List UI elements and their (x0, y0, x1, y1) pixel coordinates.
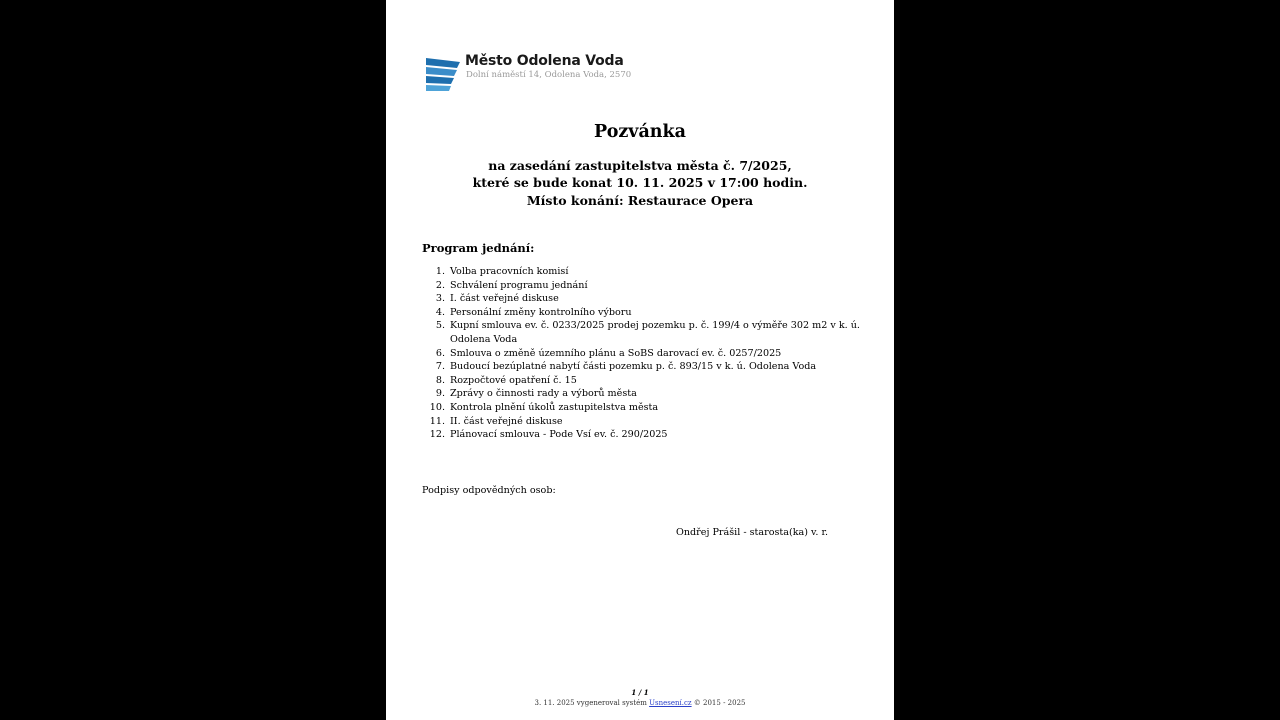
agenda-item (422, 279, 862, 293)
agenda-item-text: Kupní smlouva ev. č. 0233/2025 prodej pozemku p. č. 199/4 o výměře 302 m2 v k. ú. Odolena Voda (450, 320, 860, 345)
agenda-item (422, 347, 862, 361)
agenda-item-text: Budoucí bezúplatné nabytí části pozemku p. č. 893/15 v k. ú. Odolena Voda (450, 361, 817, 373)
agenda-item-number: 2. (435, 279, 445, 291)
agenda-item (422, 374, 862, 388)
agenda-item (422, 306, 862, 320)
agenda-item-text: Smlouva o změně územního plánu a SoBS darovací ev. č. 0257/2025 (450, 347, 782, 359)
agenda-item-text: Rozpočtové opatření č. 15 (450, 374, 577, 386)
agenda-item (422, 387, 862, 401)
agenda-item (422, 292, 862, 306)
agenda-item-number: 11. (429, 415, 445, 427)
agenda-item-text: II. část veřejné diskuse (450, 415, 563, 427)
footer (386, 699, 894, 707)
agenda-item-text: Volba pracovních komisí (450, 266, 569, 277)
invitation-meeting-line: na zasedání zastupitelstva města č. 7/2025, (488, 158, 792, 173)
signer-name: Ondřej Prášil - starosta(ka) v. r. (676, 527, 829, 538)
agenda-item (422, 415, 862, 429)
page-number: 1 / 1 (631, 688, 649, 697)
program-heading: Program jednání: (422, 241, 535, 255)
agenda-item-text: I. část veřejné diskuse (450, 293, 559, 305)
agenda-item-number: 8. (435, 374, 445, 386)
agenda-item-number: 1. (435, 266, 445, 277)
invitation-venue-line: Místo konání: Restaurace Opera (526, 193, 754, 208)
agenda-item-text: Kontrola plnění úkolů zastupitelstva města (450, 401, 659, 413)
agenda-item-text: Personální změny kontrolního výboru (450, 306, 632, 318)
org-address: Dolní náměstí 14, Odolena Voda, 2570 (466, 70, 632, 80)
invitation-date-line: které se bude konat 10. 11. 2025 v 17:00 hodin. (472, 175, 808, 190)
invitation-title: Pozvánka (594, 122, 686, 142)
agenda-item-text: Zprávy o činnosti rady a výborů města (450, 388, 637, 400)
agenda-item-number: 9. (435, 388, 445, 400)
agenda-item-number: 12. (429, 429, 445, 441)
agenda-list (422, 265, 862, 442)
agenda-item-text: Plánovací smlouva - Pode Vsí ev. č. 290/2025 (450, 429, 668, 441)
city-logo-icon (424, 54, 462, 92)
document-page (386, 0, 894, 720)
signatures-label: Podpisy odpovědných osob: (422, 485, 556, 496)
agenda-item (422, 265, 862, 279)
agenda-item-number: 7. (435, 361, 445, 373)
agenda-item (422, 401, 862, 415)
agenda-item-text: Schválení programu jednání (450, 279, 588, 291)
org-name: Město Odolena Voda (465, 53, 624, 69)
footer-prefix: 3. 11. 2025 vygeneroval systém (534, 699, 650, 707)
agenda-item (422, 360, 862, 374)
agenda-item-number: 6. (435, 347, 445, 359)
agenda-item (422, 319, 862, 346)
agenda-item-number: 4. (435, 306, 445, 318)
agenda-item-number: 10. (429, 401, 445, 413)
agenda-item-number: 3. (435, 293, 445, 305)
agenda-item (422, 428, 862, 442)
agenda-item-number: 5. (435, 320, 445, 332)
usneseni-link[interactable]: Usnesení.cz (649, 699, 692, 707)
footer-suffix: © 2015 - 2025 (691, 699, 746, 707)
